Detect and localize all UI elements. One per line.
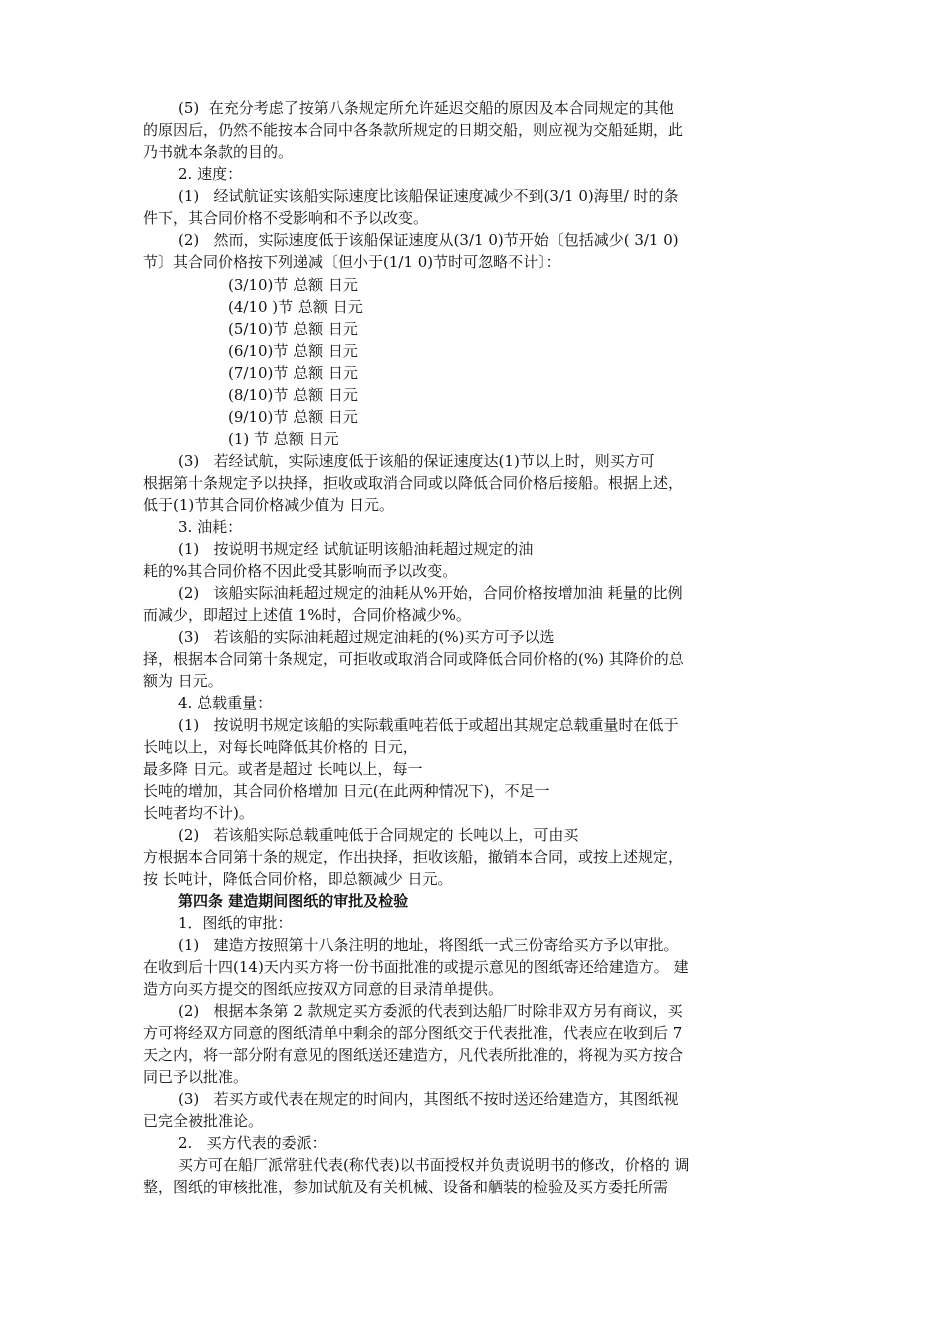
text-line: (5) 在充分考虑了按第八条规定所允许延迟交船的原因及本合同规定的其他 xyxy=(178,99,674,117)
text-line: 已完全被批准论。 xyxy=(143,1112,264,1130)
text-line: (1) 按说明书规定该船的实际载重吨若低于或超出其规定总载重量时在低于 xyxy=(178,716,679,734)
list-item: (9/10)节 总额 日元 xyxy=(228,408,358,426)
list-item: (5/10)节 总额 日元 xyxy=(228,320,358,338)
text-line: 乃书就本条款的目的。 xyxy=(143,143,294,161)
text-line: 件下，其合同价格不受影响和不予以改变。 xyxy=(143,209,429,227)
text-line: 节〕其合同价格按下列递减〔但小于(1/1 0)节时可忽略不计〕： xyxy=(143,253,561,271)
text-line: (1) 建造方按照第十八条注明的地址，将图纸一式三份寄给买方予以审批。 xyxy=(178,936,679,954)
text-line: (3) 若经试航，实际速度低于该船的保证速度达(1)节以上时，则买方可 xyxy=(178,452,655,470)
text-line: 额为 日元。 xyxy=(143,672,223,690)
text-line: 买方可在船厂派常驻代表(称代表)以书面授权并负责说明书的修改，价格的 调 xyxy=(178,1156,690,1174)
list-item: (8/10)节 总额 日元 xyxy=(228,386,358,404)
text-line: (2) 然而，实际速度低于该船保证速度从(3/1 0)节开始〔包括减少( 3/1 0) xyxy=(178,231,679,249)
text-line: 长吨者均不计)。 xyxy=(143,804,254,822)
list-item: (1) 节 总额 日元 xyxy=(228,430,339,448)
text-line: (3) 若该船的实际油耗超过规定油耗的(%)买方可予以选 xyxy=(178,628,555,646)
text-line: 方根据本合同第十条的规定，作出抉择，拒收该船，撤销本合同，或按上述规定， xyxy=(143,848,684,866)
text-line: 的原因后，仍然不能按本合同中各条款所规定的日期交船，则应视为交船延期，此 xyxy=(143,121,684,139)
list-item: (3/10)节 总额 日元 xyxy=(228,276,358,294)
text-line: 耗的%其合同价格不因此受其影响而予以改变。 xyxy=(143,562,458,580)
text-line: (2) 该船实际油耗超过规定的油耗从%开始，合同价格按增加油 耗量的比例 xyxy=(178,584,683,602)
section-heading: 2. 速度： xyxy=(178,165,243,183)
article-heading: 第四条 建造期间图纸的审批及检验 xyxy=(178,892,409,910)
text-line: 天之内，将一部分附有意见的图纸送还建造方，凡代表所批准的，将视为买方按合 xyxy=(143,1046,684,1064)
list-item: (6/10)节 总额 日元 xyxy=(228,342,358,360)
text-line: 方可将经双方同意的图纸清单中剩余的部分图纸交于代表批准，代表应在收到后 7 xyxy=(143,1024,683,1042)
text-line: 根据第十条规定予以抉择，拒收或取消合同或以降低合同价格后接船。根据上述， xyxy=(143,474,684,492)
text-line: 按 长吨计，降低合同价格，即总额减少 日元。 xyxy=(143,870,453,888)
text-line: 而减少，即超过上述值 1%时，合同价格减少%。 xyxy=(143,606,471,624)
text-line: 最多降 日元。或者是超过 长吨以上，每一 xyxy=(143,760,423,778)
text-line: (2) 若该船实际总载重吨低于合同规定的 长吨以上，可由买 xyxy=(178,826,579,844)
section-heading: 3. 油耗： xyxy=(178,518,243,536)
text-line: (2) 根据本条第 2 款规定买方委派的代表到达船厂时除非双方另有商议，买 xyxy=(178,1002,683,1020)
text-line: (1) 按说明书规定经 试航证明该船油耗超过规定的油 xyxy=(178,540,534,558)
text-line: 造方向买方提交的图纸应按双方同意的目录清单提供。 xyxy=(143,980,504,998)
list-item: (4/10 )节 总额 日元 xyxy=(228,298,363,316)
text-line: 择，根据本合同第十条规定，可拒收或取消合同或降低合同价格的(%) 其降价的总 xyxy=(143,650,684,668)
section-heading: 1．图纸的审批： xyxy=(178,914,293,932)
text-line: 长吨的增加，其合同价格增加 日元(在此两种情况下)，不足一 xyxy=(143,782,550,800)
text-line: (1) 经试航证实该船实际速度比该船保证速度减少不到(3/1 0)海里/ 时的条 xyxy=(178,187,679,205)
list-item: (7/10)节 总额 日元 xyxy=(228,364,358,382)
text-line: 在收到后十四(14)天内买方将一份书面批准的或提示意见的图纸寄还给建造方。 建 xyxy=(143,958,689,976)
text-line: 整，图纸的审核批准，参加试航及有关机械、设备和舾装的检验及买方委托所需 xyxy=(143,1178,669,1196)
text-line: 长吨以上，对每长吨降低其价格的 日元， xyxy=(143,738,418,756)
text-line: 同已予以批准。 xyxy=(143,1068,249,1086)
section-heading: 4. 总载重量： xyxy=(178,694,273,712)
section-heading: 2. 买方代表的委派： xyxy=(178,1134,327,1152)
text-line: 低于(1)节其合同价格减少值为 日元。 xyxy=(143,496,395,514)
text-line: (3) 若买方或代表在规定的时间内，其图纸不按时送还给建造方，其图纸视 xyxy=(178,1090,679,1108)
